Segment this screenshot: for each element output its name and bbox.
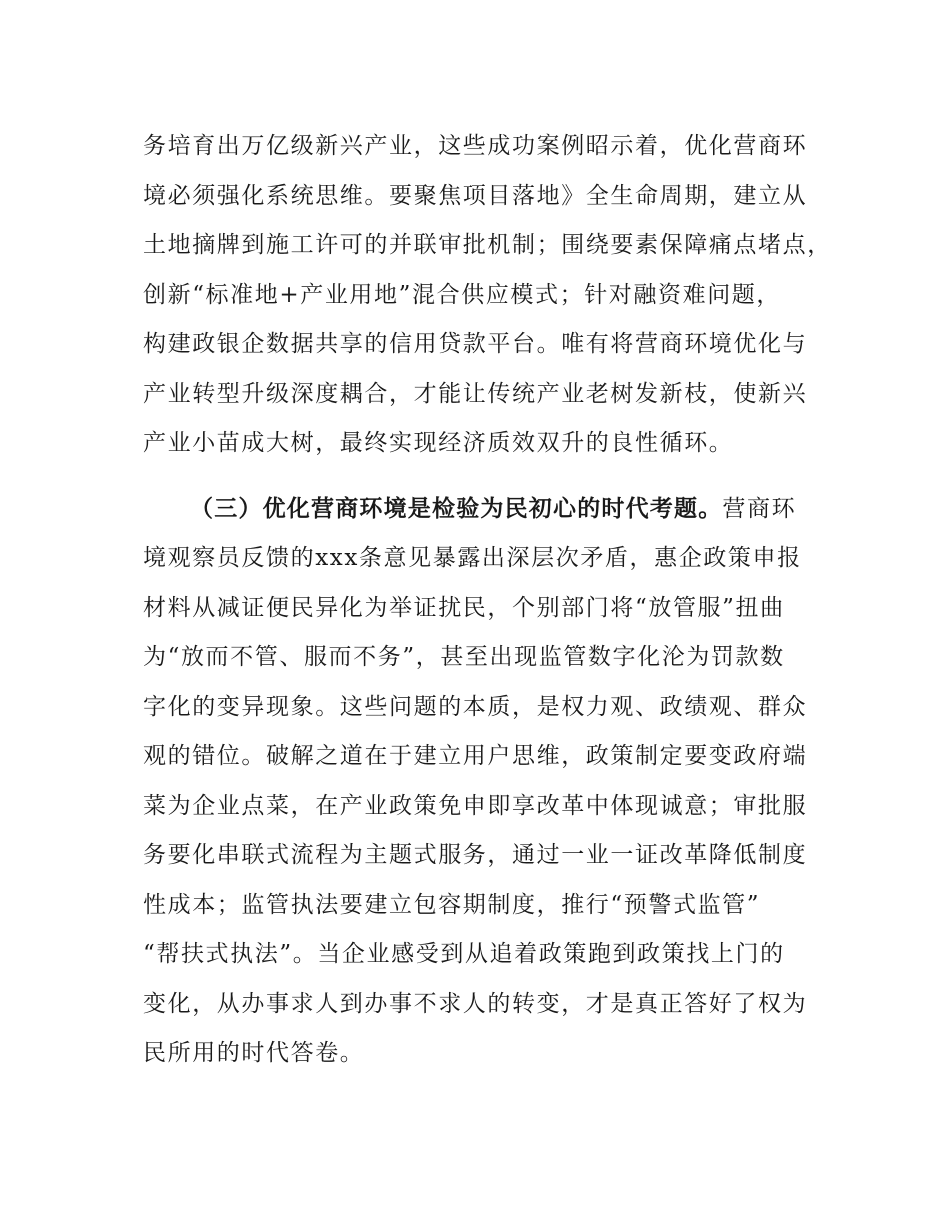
- paragraph-line: 观的错位。破解之道在于建立用户思维，政策制定要变政府端: [143, 743, 808, 769]
- paragraph-line: “帮扶式执法”。当企业感受到从追着政策跑到政策找上门的: [143, 941, 785, 967]
- paragraph-line: 构建政银企数据共享的信用贷款平台。唯有将营商环境优化与: [143, 331, 808, 357]
- paragraph-line: 产业小苗成大树，最终实现经济质效双升的良性循环。: [143, 430, 734, 456]
- paragraph-line: 务要化串联式流程为主题式服务，通过一业一证改革降低制度: [143, 842, 808, 868]
- paragraph-line: 性成本；监管执法要建立包容期制度，推行“预警式监管”: [143, 892, 761, 918]
- paragraph-line: 土地摘牌到施工许可的并联审批机制；围绕要素保障痛点堵点，: [143, 232, 832, 258]
- paragraph-line: 创新“标准地+产业用地”混合供应模式；针对融资难问题，: [143, 282, 781, 308]
- paragraph-line: 境观察员反馈的xxx条意见暴露出深层次矛盾，惠企政策申报: [143, 545, 802, 571]
- paragraph-line-text: 营商环: [722, 496, 797, 522]
- paragraph-line: 菜为企业点菜，在产业政策免申即享改革中体现诚意；审批服: [143, 793, 808, 819]
- paragraph-line: 产业转型升级深度耦合，才能让传统产业老树发新枝，使新兴: [143, 381, 808, 407]
- paragraph-line: 变化，从办事求人到办事不求人的转变，才是真正答好了权为: [143, 991, 808, 1017]
- paragraph-line: 境必须强化系统思维。要聚焦项目落地》全生命周期，建立从: [143, 183, 808, 209]
- paragraph-line: 务培育出万亿级新兴产业，这些成功案例昭示着，优化营商环: [143, 133, 808, 159]
- paragraph-line: 为“放而不管、服而不务”，甚至出现监管数字化沦为罚款数: [143, 644, 785, 670]
- paragraph-line: 字化的变异现象。这些问题的本质，是权力观、政绩观、群众: [143, 694, 808, 720]
- paragraph-line: 民所用的时代答卷。: [143, 1040, 365, 1066]
- section-heading: （三）优化营商环境是检验为民初心的时代考题。: [190, 496, 723, 522]
- paragraph-line: 材料从减证便民异化为举证扰民，个别部门将“放管服”扭曲: [143, 595, 785, 621]
- paragraph-first-line: [190, 494, 796, 524]
